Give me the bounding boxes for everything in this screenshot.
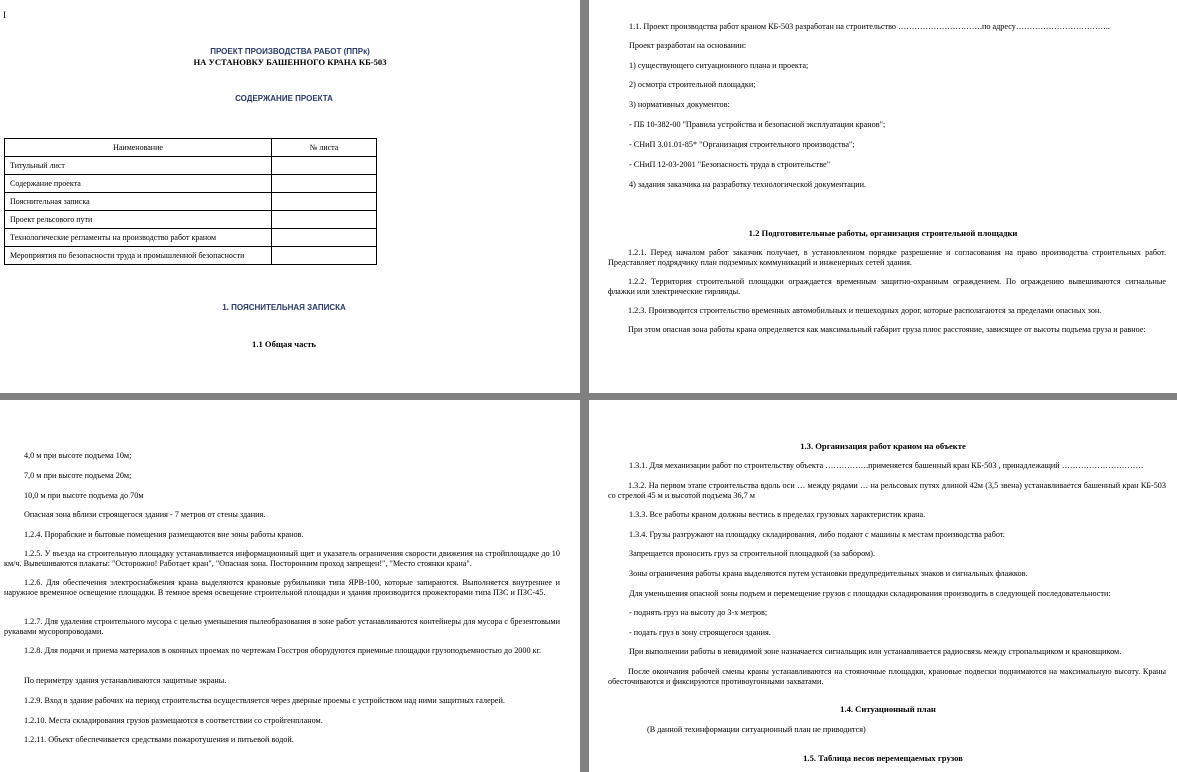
table-cell: Пояснительная записка: [5, 193, 272, 211]
paragraph: После окончания рабочей смены краны устанавливаются на стояночные площадки, крановые подвески поднимаются на максимальную высоту. Краны обесточиваются и фиксируются противоугонными захватами.: [608, 667, 1166, 686]
section-heading: 1.2 Подготовительные работы, организация строительной площадки: [748, 228, 1018, 238]
paragraph: По периметру здания устанавливаются защитные экраны.: [24, 676, 227, 685]
table-cell-empty: [272, 247, 377, 265]
paragraph: 7,0 м при высоте подъема 20м;: [24, 471, 132, 480]
table-cell: Технологические регламенты на производство работ краном: [5, 229, 272, 247]
paragraph: 1.2.11. Объект обеспечивается средствами пожаротушения и питьевой водой.: [24, 735, 294, 744]
paragraph: 1.2.10. Места складирования грузов размещаются в соответствии со стройгенпланом.: [24, 716, 323, 725]
section-heading: 1.5. Таблица весов перемещаемых грузов: [803, 753, 963, 763]
table-row: [5, 193, 377, 211]
paragraph: 4) задания заказчика на разработку технологической документации.: [629, 180, 867, 189]
table-cell-empty: [272, 193, 377, 211]
paragraph: - подать груз в зону строящегося здания.: [629, 628, 771, 637]
paragraph: 10,0 м при высоте подъема до 70м: [24, 491, 144, 500]
section-explanatory-note: 1. ПОЯСНИТЕЛЬНАЯ ЗАПИСКА: [222, 303, 346, 312]
text-cursor: I: [3, 10, 6, 20]
paragraph: 3) нормативных документов:: [629, 100, 730, 109]
contents-table: [4, 138, 377, 265]
paragraph: 1.2.2. Территория строительной площадки ограждается временным защитно-охранным ограждением. По ограждению вывешиваются сигнальные флажки или электрические гирлянды.: [608, 277, 1166, 296]
paragraph: Опасная зона вблизи строящегося здания - 7 метров от стены здания.: [24, 510, 266, 519]
paragraph: При выполнении работы в невидимой зоне назначается сигнальщик или устанавливается радиосвязь между стропальщиком и крановщиком.: [629, 647, 1122, 656]
table-cell: Мероприятия по безопасности труда и промышленной безопасности: [5, 247, 272, 265]
paragraph: 2) осмотра строительной площадки;: [629, 80, 756, 89]
paragraph: - ПБ 10-382-00 "Правила устройства и безопасной эксплуатации кранов";: [629, 120, 886, 129]
paragraph: 1.2.4. Прорабские и бытовые помещения размещаются вне зоны работы кранов.: [24, 530, 304, 539]
table-cell: Проект рельсового пути: [5, 211, 272, 229]
paragraph: 1.2.5. У въезда на строительную площадку устанавливается информационный щит и указатель ограничения скорости движения на стройплощадке до 10 км/ч. Вывешиваются плакаты: "Осторожно! Работает кран", "Опасная зона. Посторонним проход запрещен!", "Место стоянки крана".: [4, 549, 560, 568]
table-cell-empty: [272, 175, 377, 193]
section-heading: 1.4. Ситуационный план: [840, 704, 936, 714]
paragraph: При этом опасная зона работы крана определяется как максимальный габарит груза плюс расстояние, зависящее от высоты подъема груза и равное:: [628, 325, 1146, 334]
paragraph: 1.3.3. Все работы краном должны вестись в пределах грузовых характеристик крана.: [629, 510, 926, 519]
paragraph: 1.2.7. Для удаления строительного мусора с целью уменьшения пылеобразования в зоне работ устанавливаются контейнеры для мусора с брезентовыми рукавами мусоропроводами.: [4, 617, 560, 636]
table-row: [5, 211, 377, 229]
document-page-4: [589, 400, 1177, 772]
table-header-row: [5, 139, 377, 157]
table-header-name: Наименование: [5, 139, 272, 157]
paragraph: 1.1. Проект производства работ краном КБ-503 разработан на строительство ………………………….по адресу……………………………..: [629, 22, 1110, 31]
table-cell: Содержание проекта: [5, 175, 272, 193]
table-row: [5, 175, 377, 193]
paragraph: Зоны ограничения работы крана выделяются путем установки предупредительных знаков и сигнальных флажков.: [629, 569, 1028, 578]
paragraph: - СНиП 12-03-2001 "Безопасность труда в строительстве": [629, 160, 831, 169]
document-page-2: [589, 0, 1177, 393]
table-row: [5, 247, 377, 265]
paragraph: 1.2.3. Производится строительство временных автомобильных и пешеходных дорог, которые располагаются за пределами опасных зон.: [628, 306, 1102, 315]
section-heading: 1.3. Организация работ краном на объекте: [800, 441, 966, 451]
paragraph: 1.2.6. Для обеспечения электроснабжения крана выделяются крановые рубильники типа ЯРВ-100, которые запираются. Выполняется внутреннее и наружное временное освещение площадки. В темное время освещение строительной площадки и здания производится прожекторами типа ПЗС и ПЗС-45.: [4, 578, 560, 597]
table-header-sheet: № листа: [272, 139, 377, 157]
table-cell-empty: [272, 229, 377, 247]
document-page-1: [0, 0, 580, 393]
table-row: [5, 229, 377, 247]
paragraph: 1.3.1. Для механизации работ по строительству объекта …………….применяется башенный кран КБ-503 , принадлежащий …………………………: [629, 461, 1144, 470]
project-subtitle: ПРОЕКТ ПРОИЗВОДСТВА РАБОТ (ППРк): [210, 47, 370, 56]
paragraph: 1.3.2. На первом этапе строительства вдоль оси … между рядами … на рельсовых путях длиной 42м (3,5 звена) устанавливается башенный кран КБ-503 со стрелой 45 м и высотой подъема 36,7 м: [608, 481, 1166, 500]
paragraph: 1.2.9. Вход в здание рабочих на период строительства осуществляется через дверные проемы с устройством над ними защитных галерей.: [24, 696, 505, 705]
paragraph: Проект разработан на основании:: [629, 41, 747, 50]
paragraph: 1) существующего ситуационного плана и проекта;: [629, 61, 809, 70]
paragraph: 1.2.8. Для подачи и приема материалов в оконных проемах по чертежам Госстроя оборудуются приемные площадки грузоподъемностью до 2000 кг.: [24, 646, 542, 655]
document-page-3: [0, 400, 580, 772]
paragraph: Для уменьшения опасной зоны подъем и перемещение грузов с площадки складирования производить в следующей последовательности:: [629, 589, 1111, 598]
contents-heading: СОДЕРЖАНИЕ ПРОЕКТА: [235, 94, 333, 103]
section-general-part: 1.1 Общая часть: [252, 339, 316, 349]
paragraph: (В данной техинформации ситуационный план не приводится): [647, 725, 866, 734]
table-cell-empty: [272, 157, 377, 175]
paragraph: - СНиП 3.01.01-85* "Организация строительного производства";: [629, 140, 855, 149]
paragraph: Запрещается проносить груз за строительной площадкой (за забором).: [629, 549, 876, 558]
paragraph: 1.2.1. Перед началом работ заказчик получает, в установленном порядке разрешение и согласования на право производства строительных работ. Представляет подрядчику план подземных коммуникаций и инженерных сетей здания.: [608, 248, 1166, 267]
table-cell-empty: [272, 211, 377, 229]
project-title: НА УСТАНОВКУ БАШЕННОГО КРАНА КБ-503: [193, 57, 387, 67]
paragraph: - поднять груз на высоту до 3-х метров;: [629, 608, 768, 617]
table-cell: Титульный лист: [5, 157, 272, 175]
paragraph: 1.3.4. Грузы разгружают на площадку складирования, либо подают с машины к местам производства работ.: [629, 530, 1005, 539]
paragraph: 4,0 м при высоте подъема 10м;: [24, 451, 132, 460]
table-row: [5, 157, 377, 175]
